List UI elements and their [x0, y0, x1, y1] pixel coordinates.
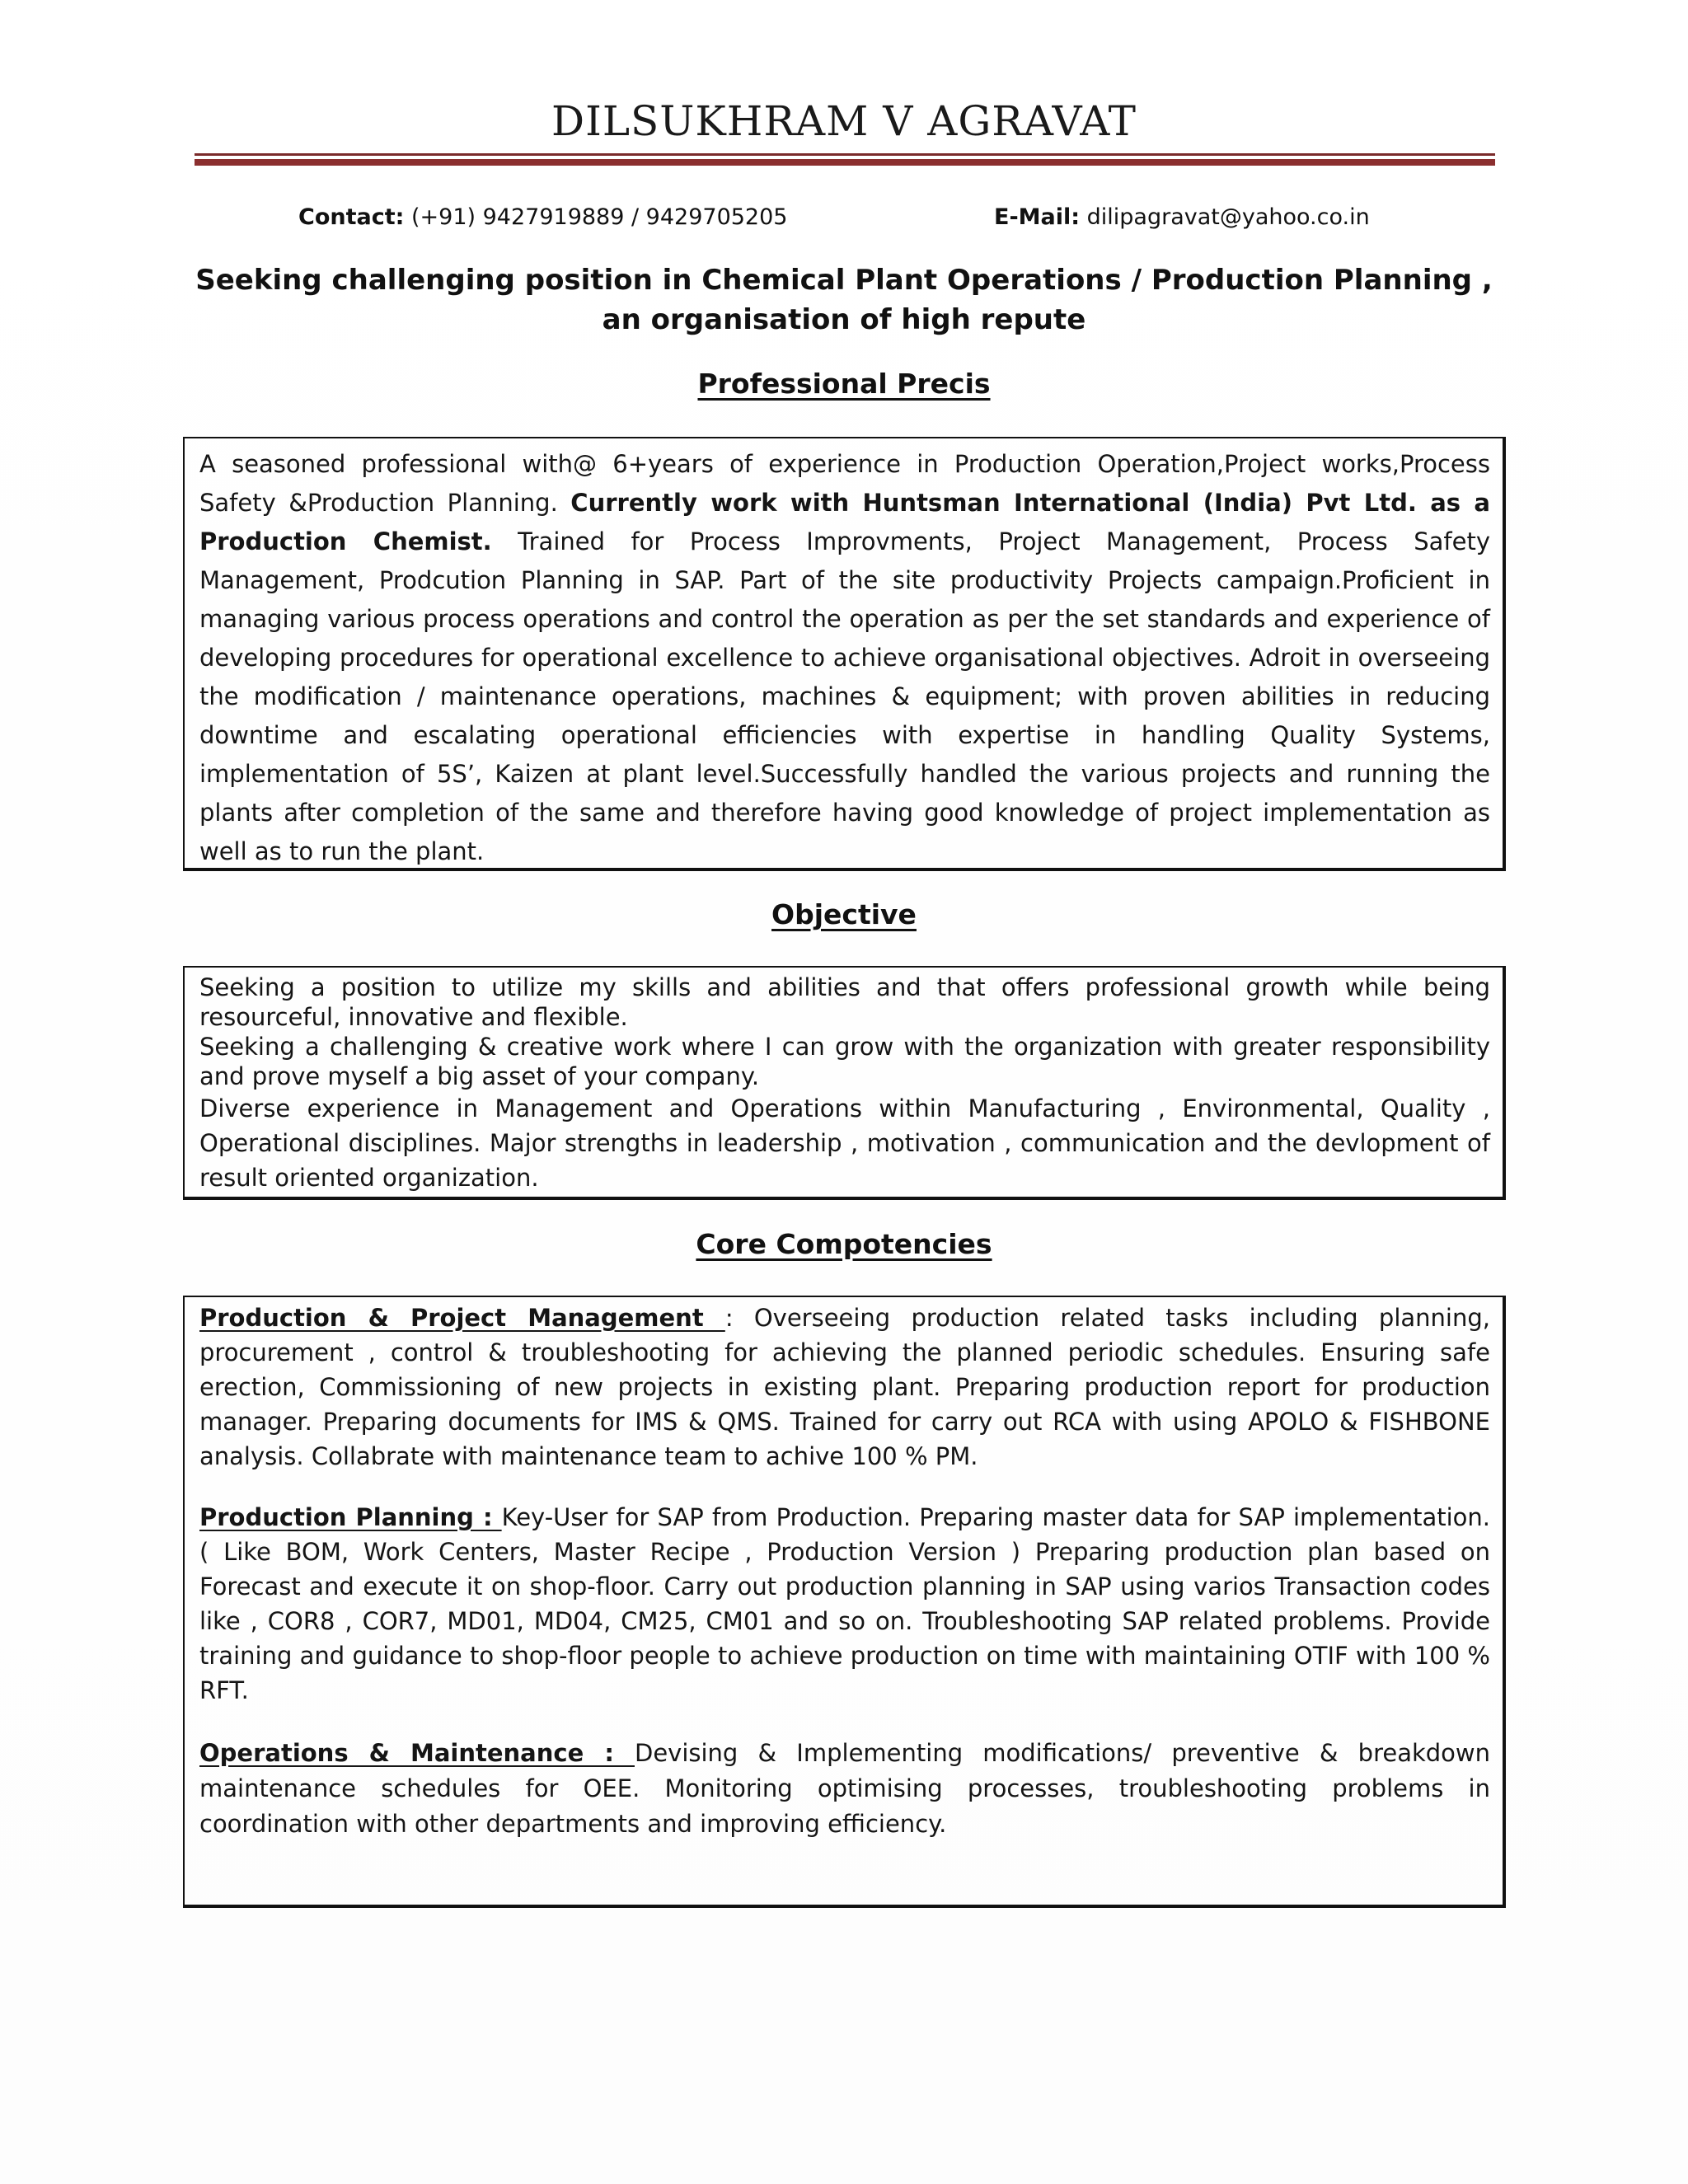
contact-phone: (+91) 9427919889 / 9429705205 [404, 204, 788, 230]
precis-text-b: Trained for Process Improvments, Project Management, Process Safety Management, Prodcution Planning in SAP. Part of the site productivity Projects campaign.Proficient in managing various process operations and control the operation as per the set standards and experience of developing procedures for operational excellence to achieve organisational objectives. Adroit in overseeing the modification / maintenance operations, machines & equipment; with proven abilities in reducing downtime and escalating operational efficiencies with expertise in handling Quality Systems, implementation of 5S’, Kaizen at plant level.Successfully handled the various projects and running the plants after completion of the same and therefore having good knowledge of project implementation as well as to run the plant. [199, 527, 1490, 865]
headline-line-2: an organisation of high repute [602, 303, 1086, 336]
competency-title: Production & Project Management [199, 1304, 725, 1332]
competency-text: Devising & Implementing modifications/ preventive & breakdown maintenance schedules for OEE. Monitoring optimising processes, troubleshooting problems in coordination with other departments and improving efficiency. [199, 1739, 1491, 1838]
precis-heading: Professional Precis [697, 368, 991, 400]
objective-heading: Objective [771, 898, 917, 930]
competency-item [199, 1500, 1490, 1708]
header-rule-thick [195, 159, 1495, 166]
contact-line [298, 204, 787, 230]
email-line [994, 204, 1370, 230]
competency-item [199, 1301, 1490, 1474]
competencies-heading: Core Compotencies [696, 1228, 992, 1260]
contact-label: Contact: [298, 204, 405, 230]
header-rule-thin [195, 153, 1495, 156]
precis-text [199, 445, 1490, 871]
competency-separator: : [724, 1304, 754, 1332]
objective-paragraph-1: Seeking a position to utilize my skills and abilities and that offers professional growth while being resourceful, innovative and flexible. [199, 973, 1490, 1031]
objective-text [199, 972, 1490, 1195]
email-label: E-Mail: [994, 204, 1081, 230]
email-address[interactable]: dilipagravat@yahoo.co.in [1080, 204, 1370, 230]
competency-item [199, 1736, 1490, 1842]
objective-paragraph-3: Diverse experience in Management and Operations within Manufacturing , Environmental, Quality , Operational disciplines. Major strengths in leadership , motivation , communication and the devlopment of result oriented organization. [199, 1094, 1490, 1192]
headline-line-1: Seeking challenging position in Chemical Plant Operations / Production Planning , [195, 264, 1493, 297]
competency-text: Overseeing production related tasks including planning, procurement , control & troubleshooting for achieving the planned periodic schedules. Ensuring safe erection, Commissioning of new projects in existing plant. Preparing production report for production manager. Preparing documents for IMS & QMS. Trained for carry out RCA with using APOLO & FISHBONE analysis. Collabrate with maintenance team to achive 100 % PM. [199, 1304, 1490, 1470]
candidate-name: DILSUKHRAM V AGRAVAT [551, 97, 1137, 145]
precis-text-a: A seasoned professional with@ 6+years of experience in Production Operation,Project works,Process Safety &Production Planning. [199, 450, 1490, 517]
competency-title: Operations & Maintenance : [199, 1739, 635, 1767]
objective-paragraph-2: Seeking a challenging & creative work where I can grow with the organization with greater responsibility and prove myself a big asset of your company. [199, 1033, 1490, 1090]
precis-current-role: Currently work with Huntsman International (India) Pvt Ltd. as a Production Chemist. [199, 489, 1490, 555]
competency-text: Key-User for SAP from Production. Preparing master data for SAP implementation. ( Like BOM, Work Centers, Master Recipe , Production Version ) Preparing production plan based on Forecast and execute it on shop-floor. Carry out production planning in SAP using varios Transaction codes like , COR8 , COR7, MD01, MD04, CM25, CM01 and so on. Troubleshooting SAP related problems. Provide training and guidance to shop-floor people to achieve production on time with maintaining OTIF with 100 % RFT. [199, 1503, 1490, 1704]
competency-title: Production Planning : [199, 1503, 502, 1531]
